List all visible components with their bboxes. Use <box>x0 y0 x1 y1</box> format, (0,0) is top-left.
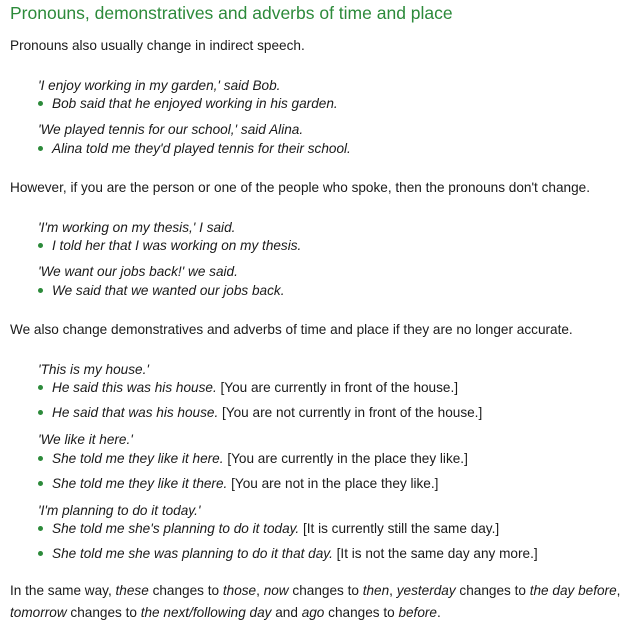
bullet-dot-icon <box>38 101 43 106</box>
context-note: [You are not in the place they like.] <box>231 476 439 491</box>
bullet-dot-icon <box>38 456 43 461</box>
reported-speech: She told me she's planning to do it today. <box>52 521 300 536</box>
summary-term: now <box>263 583 289 598</box>
bullet-dot-icon <box>38 551 43 556</box>
summary-text: , <box>389 583 397 598</box>
bullet-dot-icon <box>38 385 43 390</box>
summary-text: , <box>256 583 264 598</box>
reported-speech: He said that was his house. <box>52 405 219 420</box>
summary-term: before <box>398 605 437 620</box>
bullet-dot-icon <box>38 410 43 415</box>
context-note: [You are currently in the place they like.] <box>227 451 468 466</box>
summary-line-1 <box>10 583 620 598</box>
example-bullet <box>38 283 284 298</box>
summary-text: . <box>436 605 441 620</box>
page-title: Pronouns, demonstratives and adverbs of time and place <box>10 3 453 23</box>
example-bullet <box>38 476 438 491</box>
reported-speech: Bob said that he enjoyed working in his garden. <box>52 96 338 111</box>
summary-term: then <box>362 583 390 598</box>
reported-speech: I told her that I was working on my thesis. <box>52 238 302 253</box>
summary-term: the day before <box>529 583 617 598</box>
reported-speech: She told me she was planning to do it that day. <box>52 546 333 561</box>
example-bullet <box>38 96 338 111</box>
example-quote: 'I enjoy working in my garden,' said Bob. <box>38 78 281 93</box>
summary-text: In the same way, <box>10 583 116 598</box>
bullet-dot-icon <box>38 288 43 293</box>
summary-text: changes to <box>148 583 223 598</box>
example-bullet <box>38 141 351 156</box>
example-bullet <box>38 380 458 395</box>
reported-speech: We said that we wanted our jobs back. <box>52 283 285 298</box>
summary-text: changes to <box>66 605 141 620</box>
summary-term: yesterday <box>396 583 456 598</box>
example-quote: 'I'm planning to do it today.' <box>38 503 201 518</box>
example-bullet <box>38 521 499 536</box>
summary-text: and <box>271 605 302 620</box>
example-quote: 'We played tennis for our school,' said Alina. <box>38 122 304 137</box>
reported-speech: He said this was his house. <box>52 380 217 395</box>
example-bullet <box>38 546 538 561</box>
reported-speech: Alina told me they'd played tennis for their school. <box>52 141 351 156</box>
paragraph: We also change demonstratives and adverbs of time and place if they are no longer accurate. <box>10 322 573 337</box>
example-bullet <box>38 451 468 466</box>
example-bullet <box>38 238 301 253</box>
bullet-dot-icon <box>38 146 43 151</box>
context-note: [It is not the same day any more.] <box>336 546 538 561</box>
summary-text: changes to <box>324 605 399 620</box>
summary-term: these <box>115 583 149 598</box>
example-quote: 'I'm working on my thesis,' I said. <box>38 220 236 235</box>
example-quote: 'This is my house.' <box>38 362 149 377</box>
summary-term: tomorrow <box>10 605 67 620</box>
bullet-dot-icon <box>38 243 43 248</box>
bullet-dot-icon <box>38 481 43 486</box>
summary-text: changes to <box>455 583 530 598</box>
paragraph: However, if you are the person or one of the people who spoke, then the pronouns don't change. <box>10 180 590 195</box>
summary-text: , <box>616 583 621 598</box>
reported-speech: She told me they like it here. <box>52 451 224 466</box>
bullet-dot-icon <box>38 526 43 531</box>
summary-term: those <box>222 583 257 598</box>
summary-term: ago <box>301 605 325 620</box>
summary-term: the next/following day <box>140 605 272 620</box>
example-bullet <box>38 405 482 420</box>
summary-text: changes to <box>288 583 363 598</box>
reported-speech: She told me they like it there. <box>52 476 228 491</box>
summary-line-2 <box>10 605 441 620</box>
example-quote: 'We like it here.' <box>38 432 133 447</box>
example-quote: 'We want our jobs back!' we said. <box>38 264 238 279</box>
intro-paragraph: Pronouns also usually change in indirect speech. <box>10 38 305 53</box>
context-note: [It is currently still the same day.] <box>302 521 500 536</box>
context-note: [You are currently in front of the house.] <box>220 380 459 395</box>
context-note: [You are not currently in front of the house.] <box>222 405 483 420</box>
